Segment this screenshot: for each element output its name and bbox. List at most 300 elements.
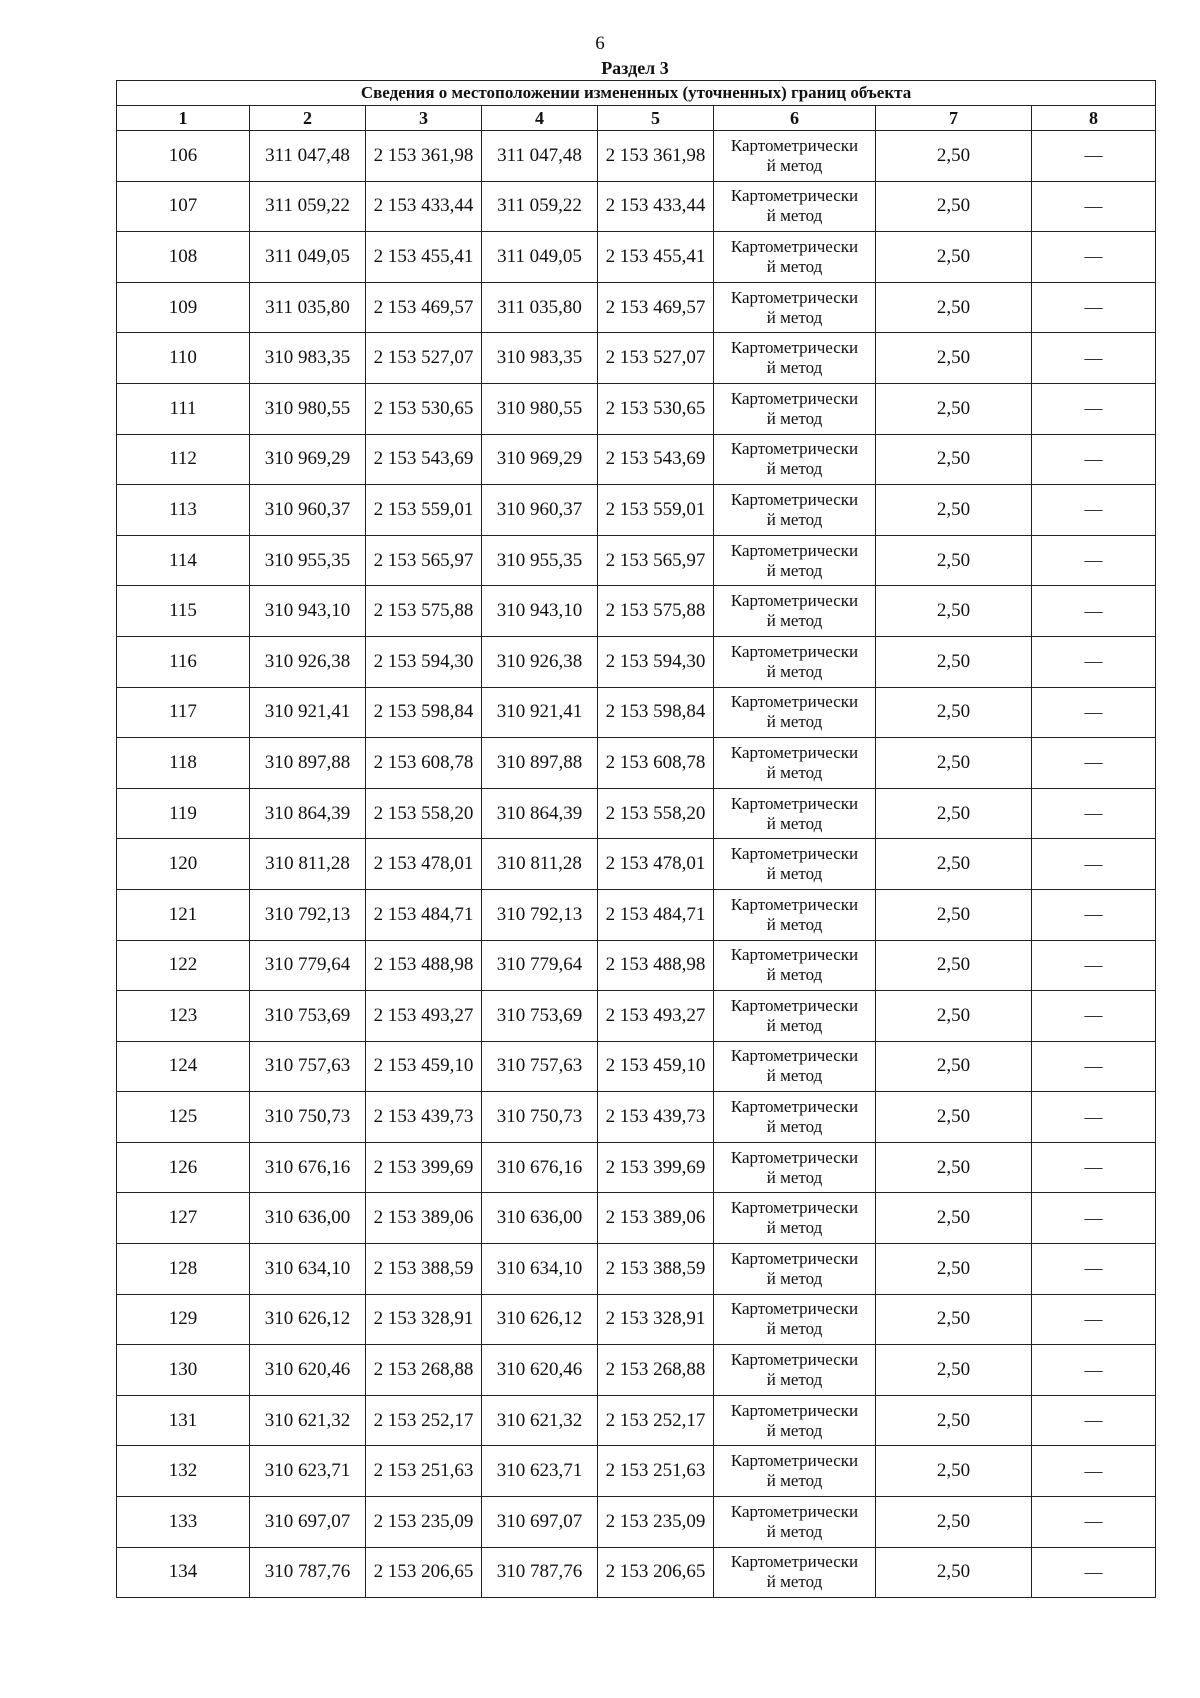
coordinate-cell: 310 757,63 bbox=[482, 1041, 598, 1092]
method-text-line: Картометрически bbox=[730, 186, 859, 206]
point-number-cell: 118 bbox=[117, 738, 250, 789]
point-number-cell: 109 bbox=[117, 282, 250, 333]
method-text-line: Картометрически bbox=[730, 1552, 859, 1572]
method-text-line: Картометрически bbox=[730, 1350, 859, 1370]
section-title: Раздел 3 bbox=[601, 58, 669, 78]
coordinate-cell: 310 864,39 bbox=[482, 788, 598, 839]
coordinate-cell: 311 059,22 bbox=[482, 181, 598, 232]
method-text-line: Картометрически bbox=[730, 1299, 859, 1319]
method-text-line: Картометрически bbox=[730, 338, 859, 358]
accuracy-cell: 2,50 bbox=[876, 839, 1032, 890]
point-number-cell: 132 bbox=[117, 1446, 250, 1497]
table-row bbox=[117, 1142, 1156, 1193]
coordinate-cell: 2 153 235,09 bbox=[366, 1497, 482, 1548]
description-cell: — bbox=[1032, 1497, 1156, 1548]
method-cell bbox=[714, 181, 876, 232]
coordinate-cell: 2 153 543,69 bbox=[366, 434, 482, 485]
point-number-cell: 112 bbox=[117, 434, 250, 485]
coordinate-cell: 2 153 455,41 bbox=[366, 232, 482, 283]
coordinate-cell: 2 153 388,59 bbox=[366, 1244, 482, 1295]
coordinate-cell: 2 153 206,65 bbox=[598, 1547, 714, 1598]
coordinate-cell: 2 153 527,07 bbox=[598, 333, 714, 384]
point-number-cell: 131 bbox=[117, 1395, 250, 1446]
point-number-cell: 133 bbox=[117, 1497, 250, 1548]
table-row bbox=[117, 586, 1156, 637]
accuracy-cell: 2,50 bbox=[876, 535, 1032, 586]
method-cell bbox=[714, 839, 876, 890]
accuracy-cell: 2,50 bbox=[876, 1244, 1032, 1295]
coordinate-cell: 311 049,05 bbox=[250, 232, 366, 283]
coordinate-cell: 2 153 433,44 bbox=[598, 181, 714, 232]
description-cell: — bbox=[1032, 181, 1156, 232]
table-row bbox=[117, 1446, 1156, 1497]
accuracy-cell: 2,50 bbox=[876, 636, 1032, 687]
description-cell: — bbox=[1032, 1294, 1156, 1345]
table-row bbox=[117, 1497, 1156, 1548]
coordinate-cell: 310 697,07 bbox=[250, 1497, 366, 1548]
coordinate-cell: 2 153 459,10 bbox=[598, 1041, 714, 1092]
point-number-cell: 106 bbox=[117, 131, 250, 182]
method-cell bbox=[714, 282, 876, 333]
description-cell: — bbox=[1032, 535, 1156, 586]
method-cell bbox=[714, 131, 876, 182]
method-cell bbox=[714, 232, 876, 283]
coordinate-cell: 2 153 558,20 bbox=[598, 788, 714, 839]
coordinate-cell: 2 153 389,06 bbox=[598, 1193, 714, 1244]
coordinate-cell: 2 153 328,91 bbox=[366, 1294, 482, 1345]
accuracy-cell: 2,50 bbox=[876, 1345, 1032, 1396]
coordinate-cell: 2 153 478,01 bbox=[598, 839, 714, 890]
coordinate-cell: 2 153 478,01 bbox=[366, 839, 482, 890]
table-row bbox=[117, 1345, 1156, 1396]
method-cell bbox=[714, 1244, 876, 1295]
coordinate-cell: 2 153 235,09 bbox=[598, 1497, 714, 1548]
coordinate-cell: 310 634,10 bbox=[482, 1244, 598, 1295]
coordinate-cell: 310 792,13 bbox=[482, 889, 598, 940]
point-number-cell: 134 bbox=[117, 1547, 250, 1598]
page-number: 6 bbox=[595, 33, 605, 54]
coordinate-cell: 2 153 608,78 bbox=[366, 738, 482, 789]
point-number-cell: 113 bbox=[117, 485, 250, 536]
accuracy-cell: 2,50 bbox=[876, 687, 1032, 738]
method-cell bbox=[714, 1041, 876, 1092]
method-cell bbox=[714, 1345, 876, 1396]
table-caption: Сведения о местоположении измененных (уточненных) границ объекта bbox=[117, 81, 1156, 106]
method-text-line: Картометрически bbox=[730, 1198, 859, 1218]
coordinate-cell: 310 969,29 bbox=[482, 434, 598, 485]
coordinate-cell: 2 153 575,88 bbox=[598, 586, 714, 637]
method-cell bbox=[714, 636, 876, 687]
method-cell bbox=[714, 586, 876, 637]
description-cell: — bbox=[1032, 383, 1156, 434]
description-cell: — bbox=[1032, 1345, 1156, 1396]
method-text-line: й метод bbox=[766, 1167, 823, 1187]
coordinate-cell: 2 153 206,65 bbox=[366, 1547, 482, 1598]
coordinate-cell: 311 035,80 bbox=[482, 282, 598, 333]
accuracy-cell: 2,50 bbox=[876, 1547, 1032, 1598]
coordinate-cell: 2 153 598,84 bbox=[366, 687, 482, 738]
accuracy-cell: 2,50 bbox=[876, 485, 1032, 536]
description-cell: — bbox=[1032, 282, 1156, 333]
column-number: 5 bbox=[598, 106, 714, 131]
accuracy-cell: 2,50 bbox=[876, 1446, 1032, 1497]
accuracy-cell: 2,50 bbox=[876, 1497, 1032, 1548]
accuracy-cell: 2,50 bbox=[876, 940, 1032, 991]
coordinate-cell: 2 153 530,65 bbox=[598, 383, 714, 434]
table-row bbox=[117, 1294, 1156, 1345]
point-number-cell: 114 bbox=[117, 535, 250, 586]
coordinate-cell: 310 943,10 bbox=[250, 586, 366, 637]
coordinate-cell: 310 750,73 bbox=[250, 1092, 366, 1143]
method-text-line: й метод bbox=[766, 762, 823, 782]
point-number-cell: 119 bbox=[117, 788, 250, 839]
point-number-cell: 120 bbox=[117, 839, 250, 890]
method-text-line: й метод bbox=[766, 965, 823, 985]
point-number-cell: 123 bbox=[117, 991, 250, 1042]
table-row bbox=[117, 181, 1156, 232]
coordinate-cell: 310 960,37 bbox=[250, 485, 366, 536]
coordinate-cell: 2 153 559,01 bbox=[598, 485, 714, 536]
description-cell: — bbox=[1032, 940, 1156, 991]
column-number-row bbox=[117, 106, 1156, 131]
accuracy-cell: 2,50 bbox=[876, 991, 1032, 1042]
coordinate-cell: 2 153 559,01 bbox=[366, 485, 482, 536]
method-text-line: Картометрически bbox=[730, 1046, 859, 1066]
table-row bbox=[117, 535, 1156, 586]
coordinate-cell: 2 153 251,63 bbox=[366, 1446, 482, 1497]
column-number: 1 bbox=[117, 106, 250, 131]
coordinate-cell: 2 153 388,59 bbox=[598, 1244, 714, 1295]
coordinate-cell: 2 153 439,73 bbox=[366, 1092, 482, 1143]
method-text-line: Картометрически bbox=[730, 236, 859, 256]
table-row bbox=[117, 282, 1156, 333]
method-text-line: Картометрически bbox=[730, 844, 859, 864]
description-cell: — bbox=[1032, 1446, 1156, 1497]
method-cell bbox=[714, 535, 876, 586]
coordinate-cell: 2 153 328,91 bbox=[598, 1294, 714, 1345]
coordinate-cell: 310 960,37 bbox=[482, 485, 598, 536]
point-number-cell: 115 bbox=[117, 586, 250, 637]
coordinate-cell: 310 955,35 bbox=[482, 535, 598, 586]
point-number-cell: 129 bbox=[117, 1294, 250, 1345]
point-number-cell: 117 bbox=[117, 687, 250, 738]
table-row bbox=[117, 1193, 1156, 1244]
column-number: 7 bbox=[876, 106, 1032, 131]
table-row bbox=[117, 1092, 1156, 1143]
point-number-cell: 122 bbox=[117, 940, 250, 991]
coordinate-cell: 2 153 399,69 bbox=[366, 1142, 482, 1193]
method-text-line: й метод bbox=[766, 358, 823, 378]
method-text-line: й метод bbox=[766, 1420, 823, 1440]
coordinate-cell: 310 753,69 bbox=[482, 991, 598, 1042]
coordinate-cell: 310 980,55 bbox=[482, 383, 598, 434]
method-text-line: й метод bbox=[766, 1521, 823, 1541]
coordinate-cell: 2 153 252,17 bbox=[598, 1395, 714, 1446]
method-cell bbox=[714, 1142, 876, 1193]
method-cell bbox=[714, 738, 876, 789]
coordinate-cell: 310 864,39 bbox=[250, 788, 366, 839]
table-row bbox=[117, 232, 1156, 283]
table-row bbox=[117, 1041, 1156, 1092]
coordinate-cell: 310 757,63 bbox=[250, 1041, 366, 1092]
method-text-line: й метод bbox=[766, 1218, 823, 1238]
coordinate-cell: 2 153 455,41 bbox=[598, 232, 714, 283]
description-cell: — bbox=[1032, 1041, 1156, 1092]
coordinate-cell: 310 621,32 bbox=[250, 1395, 366, 1446]
accuracy-cell: 2,50 bbox=[876, 1294, 1032, 1345]
coordinate-cell: 2 153 361,98 bbox=[366, 131, 482, 182]
coordinate-cell: 2 153 608,78 bbox=[598, 738, 714, 789]
accuracy-cell: 2,50 bbox=[876, 131, 1032, 182]
description-cell: — bbox=[1032, 485, 1156, 536]
point-number-cell: 108 bbox=[117, 232, 250, 283]
method-text-line: Картометрически bbox=[730, 287, 859, 307]
method-text-line: Картометрически bbox=[730, 489, 859, 509]
coordinate-cell: 310 926,38 bbox=[482, 636, 598, 687]
coordinate-cell: 2 153 527,07 bbox=[366, 333, 482, 384]
description-cell: — bbox=[1032, 434, 1156, 485]
coordinate-cell: 310 921,41 bbox=[482, 687, 598, 738]
method-text-line: й метод bbox=[766, 1572, 823, 1592]
coordinate-cell: 310 897,88 bbox=[482, 738, 598, 789]
table-row bbox=[117, 940, 1156, 991]
accuracy-cell: 2,50 bbox=[876, 586, 1032, 637]
coordinate-cell: 2 153 488,98 bbox=[366, 940, 482, 991]
column-number: 8 bbox=[1032, 106, 1156, 131]
accuracy-cell: 2,50 bbox=[876, 333, 1032, 384]
coordinate-cell: 310 676,16 bbox=[482, 1142, 598, 1193]
description-cell: — bbox=[1032, 1142, 1156, 1193]
method-cell bbox=[714, 940, 876, 991]
coordinate-cell: 2 153 558,20 bbox=[366, 788, 482, 839]
method-text-line: й метод bbox=[766, 1471, 823, 1491]
method-text-line: й метод bbox=[766, 1319, 823, 1339]
point-number-cell: 121 bbox=[117, 889, 250, 940]
accuracy-cell: 2,50 bbox=[876, 738, 1032, 789]
method-text-line: Картометрически bbox=[730, 793, 859, 813]
coordinate-cell: 310 676,16 bbox=[250, 1142, 366, 1193]
accuracy-cell: 2,50 bbox=[876, 1142, 1032, 1193]
point-number-cell: 130 bbox=[117, 1345, 250, 1396]
table-row bbox=[117, 889, 1156, 940]
column-number: 4 bbox=[482, 106, 598, 131]
description-cell: — bbox=[1032, 636, 1156, 687]
method-text-line: Картометрически bbox=[730, 1451, 859, 1471]
description-cell: — bbox=[1032, 1395, 1156, 1446]
table-row bbox=[117, 1244, 1156, 1295]
accuracy-cell: 2,50 bbox=[876, 282, 1032, 333]
coordinate-cell: 310 980,55 bbox=[250, 383, 366, 434]
coordinate-cell: 310 792,13 bbox=[250, 889, 366, 940]
table-row bbox=[117, 485, 1156, 536]
coordinate-cell: 310 620,46 bbox=[482, 1345, 598, 1396]
coordinate-cell: 2 153 469,57 bbox=[366, 282, 482, 333]
coordinate-cell: 310 623,71 bbox=[250, 1446, 366, 1497]
method-text-line: й метод bbox=[766, 813, 823, 833]
method-text-line: й метод bbox=[766, 1066, 823, 1086]
coordinate-cell: 2 153 543,69 bbox=[598, 434, 714, 485]
method-text-line: й метод bbox=[766, 1268, 823, 1288]
table-row bbox=[117, 839, 1156, 890]
method-text-line: Картометрически bbox=[730, 641, 859, 661]
description-cell: — bbox=[1032, 131, 1156, 182]
coordinate-cell: 310 811,28 bbox=[250, 839, 366, 890]
point-number-cell: 116 bbox=[117, 636, 250, 687]
method-cell bbox=[714, 1547, 876, 1598]
point-number-cell: 128 bbox=[117, 1244, 250, 1295]
method-text-line: й метод bbox=[766, 1015, 823, 1035]
coordinate-cell: 2 153 565,97 bbox=[366, 535, 482, 586]
coordinate-cell: 2 153 493,27 bbox=[366, 991, 482, 1042]
coordinate-cell: 2 153 488,98 bbox=[598, 940, 714, 991]
coordinate-cell: 2 153 598,84 bbox=[598, 687, 714, 738]
method-cell bbox=[714, 1193, 876, 1244]
method-text-line: Картометрически bbox=[730, 388, 859, 408]
column-number: 3 bbox=[366, 106, 482, 131]
table-row bbox=[117, 991, 1156, 1042]
method-text-line: й метод bbox=[766, 914, 823, 934]
method-cell bbox=[714, 1294, 876, 1345]
method-text-line: й метод bbox=[766, 155, 823, 175]
method-text-line: й метод bbox=[766, 864, 823, 884]
point-number-cell: 127 bbox=[117, 1193, 250, 1244]
method-cell bbox=[714, 889, 876, 940]
method-text-line: Картометрически bbox=[730, 692, 859, 712]
method-cell bbox=[714, 1446, 876, 1497]
table-row bbox=[117, 687, 1156, 738]
accuracy-cell: 2,50 bbox=[876, 232, 1032, 283]
coordinate-cell: 310 926,38 bbox=[250, 636, 366, 687]
point-number-cell: 111 bbox=[117, 383, 250, 434]
method-cell bbox=[714, 788, 876, 839]
table-row bbox=[117, 1395, 1156, 1446]
method-text-line: Картометрически bbox=[730, 135, 859, 155]
coordinate-cell: 310 811,28 bbox=[482, 839, 598, 890]
coordinate-cell: 2 153 433,44 bbox=[366, 181, 482, 232]
accuracy-cell: 2,50 bbox=[876, 434, 1032, 485]
coordinate-cell: 310 626,12 bbox=[482, 1294, 598, 1345]
method-text-line: й метод bbox=[766, 459, 823, 479]
method-text-line: й метод bbox=[766, 712, 823, 732]
method-text-line: Картометрически bbox=[730, 1501, 859, 1521]
coordinate-cell: 311 047,48 bbox=[250, 131, 366, 182]
coordinate-cell: 311 047,48 bbox=[482, 131, 598, 182]
coordinate-cell: 310 636,00 bbox=[250, 1193, 366, 1244]
method-text-line: й метод bbox=[766, 560, 823, 580]
coordinate-cell: 310 623,71 bbox=[482, 1446, 598, 1497]
method-cell bbox=[714, 991, 876, 1042]
coordinate-cell: 310 779,64 bbox=[250, 940, 366, 991]
accuracy-cell: 2,50 bbox=[876, 889, 1032, 940]
method-text-line: й метод bbox=[766, 256, 823, 276]
coordinate-cell: 2 153 459,10 bbox=[366, 1041, 482, 1092]
boundary-coordinates-table bbox=[116, 80, 1156, 1598]
description-cell: — bbox=[1032, 1092, 1156, 1143]
coordinate-cell: 2 153 252,17 bbox=[366, 1395, 482, 1446]
accuracy-cell: 2,50 bbox=[876, 1041, 1032, 1092]
description-cell: — bbox=[1032, 687, 1156, 738]
table-row bbox=[117, 434, 1156, 485]
coordinate-cell: 2 153 268,88 bbox=[366, 1345, 482, 1396]
coordinate-cell: 311 049,05 bbox=[482, 232, 598, 283]
coordinate-cell: 2 153 484,71 bbox=[598, 889, 714, 940]
coordinate-cell: 2 153 530,65 bbox=[366, 383, 482, 434]
coordinate-cell: 310 897,88 bbox=[250, 738, 366, 789]
column-number: 2 bbox=[250, 106, 366, 131]
method-text-line: Картометрически bbox=[730, 894, 859, 914]
method-text-line: й метод bbox=[766, 307, 823, 327]
point-number-cell: 107 bbox=[117, 181, 250, 232]
coordinate-cell: 2 153 493,27 bbox=[598, 991, 714, 1042]
coordinate-cell: 2 153 594,30 bbox=[598, 636, 714, 687]
method-text-line: Картометрически bbox=[730, 1400, 859, 1420]
table-row bbox=[117, 1547, 1156, 1598]
coordinate-cell: 2 153 251,63 bbox=[598, 1446, 714, 1497]
coordinate-cell: 2 153 268,88 bbox=[598, 1345, 714, 1396]
coordinate-cell: 310 626,12 bbox=[250, 1294, 366, 1345]
table-row bbox=[117, 131, 1156, 182]
coordinate-cell: 310 969,29 bbox=[250, 434, 366, 485]
coordinate-cell: 310 955,35 bbox=[250, 535, 366, 586]
method-text-line: й метод bbox=[766, 206, 823, 226]
method-text-line: й метод bbox=[766, 611, 823, 631]
description-cell: — bbox=[1032, 738, 1156, 789]
point-number-cell: 125 bbox=[117, 1092, 250, 1143]
point-number-cell: 110 bbox=[117, 333, 250, 384]
coordinate-cell: 310 750,73 bbox=[482, 1092, 598, 1143]
coordinate-cell: 2 153 469,57 bbox=[598, 282, 714, 333]
method-cell bbox=[714, 434, 876, 485]
description-cell: — bbox=[1032, 788, 1156, 839]
coordinate-cell: 310 620,46 bbox=[250, 1345, 366, 1396]
coordinate-cell: 311 035,80 bbox=[250, 282, 366, 333]
method-text-line: Картометрически bbox=[730, 540, 859, 560]
coordinate-cell: 310 943,10 bbox=[482, 586, 598, 637]
coordinate-cell: 310 636,00 bbox=[482, 1193, 598, 1244]
coordinate-cell: 2 153 594,30 bbox=[366, 636, 482, 687]
method-text-line: Картометрически bbox=[730, 945, 859, 965]
method-text-line: Картометрически bbox=[730, 591, 859, 611]
coordinate-cell: 311 059,22 bbox=[250, 181, 366, 232]
description-cell: — bbox=[1032, 1547, 1156, 1598]
point-number-cell: 124 bbox=[117, 1041, 250, 1092]
method-text-line: Картометрически bbox=[730, 742, 859, 762]
accuracy-cell: 2,50 bbox=[876, 788, 1032, 839]
method-cell bbox=[714, 1497, 876, 1548]
table-row bbox=[117, 636, 1156, 687]
accuracy-cell: 2,50 bbox=[876, 1092, 1032, 1143]
table-row bbox=[117, 738, 1156, 789]
coordinate-cell: 2 153 575,88 bbox=[366, 586, 482, 637]
coordinate-cell: 310 983,35 bbox=[482, 333, 598, 384]
method-text-line: й метод bbox=[766, 1117, 823, 1137]
coordinate-cell: 310 787,76 bbox=[482, 1547, 598, 1598]
accuracy-cell: 2,50 bbox=[876, 383, 1032, 434]
coordinate-cell: 310 787,76 bbox=[250, 1547, 366, 1598]
coordinate-cell: 2 153 565,97 bbox=[598, 535, 714, 586]
table-row bbox=[117, 333, 1156, 384]
method-text-line: Картометрически bbox=[730, 1248, 859, 1268]
description-cell: — bbox=[1032, 889, 1156, 940]
coordinate-cell: 2 153 389,06 bbox=[366, 1193, 482, 1244]
method-cell bbox=[714, 485, 876, 536]
method-text-line: Картометрически bbox=[730, 1147, 859, 1167]
coordinate-cell: 310 753,69 bbox=[250, 991, 366, 1042]
method-text-line: Картометрически bbox=[730, 439, 859, 459]
method-text-line: й метод bbox=[766, 509, 823, 529]
coordinate-cell: 310 634,10 bbox=[250, 1244, 366, 1295]
description-cell: — bbox=[1032, 991, 1156, 1042]
